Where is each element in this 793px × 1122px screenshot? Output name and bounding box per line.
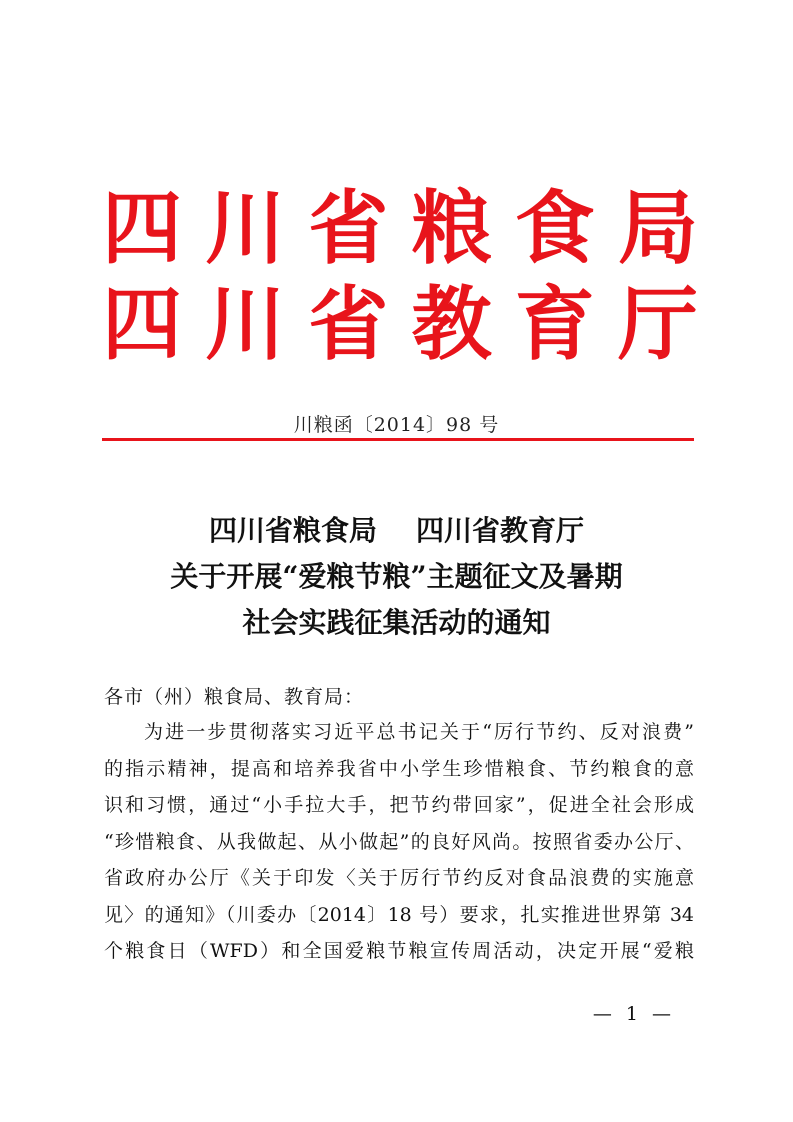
- issuer-char: 食: [514, 181, 595, 275]
- salutation: 各市（州）粮食局、教育局：: [104, 686, 365, 708]
- issuer-char: 川: [205, 277, 286, 371]
- body-line: 见〉的通知》（川委办〔2014〕18 号）要求，扎实推进世界第 34: [104, 903, 694, 926]
- issuer-char: 省: [308, 277, 389, 371]
- issuing-authorities-header: [100, 180, 700, 372]
- body-paragraph: [104, 714, 694, 970]
- body-line: 的指示精神，提高和培养我省中小学生珍惜粮食、节约粮食的意: [104, 757, 694, 780]
- issuer-char: 局: [617, 181, 698, 275]
- issuer-grain-bureau: [100, 180, 700, 276]
- body-line: 识和习惯，通过“小手拉大手，把节约带回家”，促进全社会形成: [104, 794, 694, 816]
- issuer-char: 粮: [411, 181, 492, 275]
- issuer-char: 厅: [617, 277, 698, 371]
- title-line: 关于开展“爱粮节粮”主题征文及暑期: [170, 560, 623, 593]
- title-line: 四川省粮食局 四川省教育厅: [209, 514, 584, 547]
- issuer-char: 教: [411, 277, 492, 371]
- issuer-education-department: [100, 276, 700, 372]
- document-number: 川粮函〔2014〕98 号: [293, 414, 500, 436]
- body-line: “珍惜粮食、从我做起、从小做起”的良好风尚。按照省委办公厅、: [104, 830, 694, 853]
- page-number: — 1 —: [592, 1003, 675, 1025]
- red-divider-rule: [102, 438, 694, 441]
- issuer-char: 四: [102, 277, 182, 371]
- issuer-char: 省: [308, 181, 389, 275]
- body-line: 为进一步贯彻落实习近平总书记关于“厉行节约、反对浪费”: [144, 721, 694, 743]
- document-title: [0, 508, 793, 646]
- issuer-char: 育: [514, 277, 595, 371]
- title-line: 社会实践征集活动的通知: [242, 606, 551, 639]
- issuer-char: 四: [102, 181, 182, 275]
- body-line: 省政府办公厅《关于印发〈关于厉行节约反对食品浪费的实施意: [104, 867, 694, 889]
- body-line: 个粮食日（WFD）和全国爱粮节粮宣传周活动，决定开展“爱粮: [104, 940, 694, 962]
- issuer-char: 川: [205, 181, 286, 275]
